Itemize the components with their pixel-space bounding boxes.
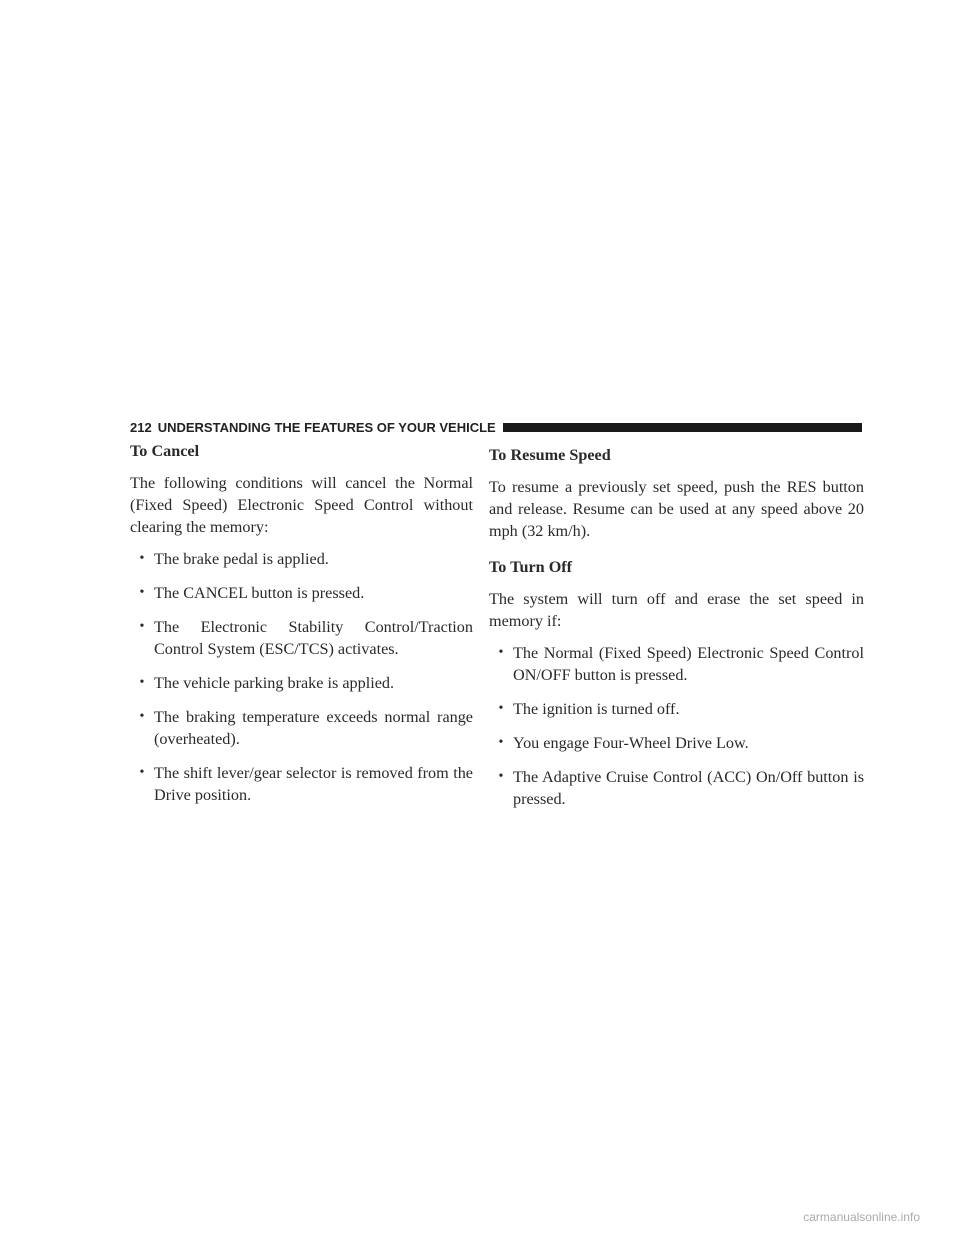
- running-title: UNDERSTANDING THE FEATURES OF YOUR VEHICLE: [157, 419, 496, 435]
- section-title-to-turn-off: To Turn Off: [489, 558, 573, 576]
- section-title-to-resume-speed: To Resume Speed: [489, 446, 611, 464]
- list-item: • The ignition is turned off.: [489, 698, 864, 720]
- bullet-icon: •: [498, 735, 504, 750]
- right-column: [489, 440, 864, 822]
- watermark: carmanualsonline.info: [803, 1210, 920, 1224]
- bullet-icon: •: [139, 675, 145, 690]
- section-title-to-cancel: To Cancel: [130, 442, 200, 460]
- bullet-icon: •: [139, 551, 145, 566]
- turn-off-intro-paragraph: The system will turn off and erase the set speed in memory if:: [489, 590, 864, 630]
- bullet-icon: •: [139, 709, 145, 724]
- bullet-icon: •: [139, 585, 145, 600]
- list-item: • The Electronic Stability Control/Traction Control System (ESC/TCS) activates.: [130, 616, 473, 660]
- bullet-icon: •: [139, 765, 145, 780]
- list-item: • You engage Four-Wheel Drive Low.: [489, 732, 864, 754]
- resume-paragraph: To resume a previously set speed, push the RES button and release. Resume can be used at any speed above 20 mph (32 km/h).: [489, 478, 864, 540]
- bullet-icon: •: [139, 619, 145, 634]
- bullet-icon: •: [498, 645, 504, 660]
- bullet-icon: •: [498, 701, 504, 716]
- page-header: [130, 418, 862, 436]
- turn-off-conditions-list: [489, 642, 864, 810]
- list-item: • The CANCEL button is pressed.: [130, 582, 473, 604]
- cancel-intro-paragraph: The following conditions will cancel the Normal (Fixed Speed) Electronic Speed Control without clearing the memory:: [130, 474, 473, 536]
- list-item: • The brake pedal is applied.: [130, 548, 473, 570]
- page-number: 212: [130, 419, 152, 435]
- list-item: • The shift lever/gear selector is removed from the Drive position.: [130, 762, 473, 806]
- list-item: • The braking temperature exceeds normal range (overheated).: [130, 706, 473, 750]
- header-rule: [503, 423, 862, 432]
- left-column: [130, 440, 473, 818]
- bullet-icon: •: [498, 769, 504, 784]
- cancel-conditions-list: [130, 548, 473, 806]
- list-item: • The Normal (Fixed Speed) Electronic Speed Control ON/OFF button is pressed.: [489, 642, 864, 686]
- list-item: • The vehicle parking brake is applied.: [130, 672, 473, 694]
- list-item: • The Adaptive Cruise Control (ACC) On/Off button is pressed.: [489, 766, 864, 810]
